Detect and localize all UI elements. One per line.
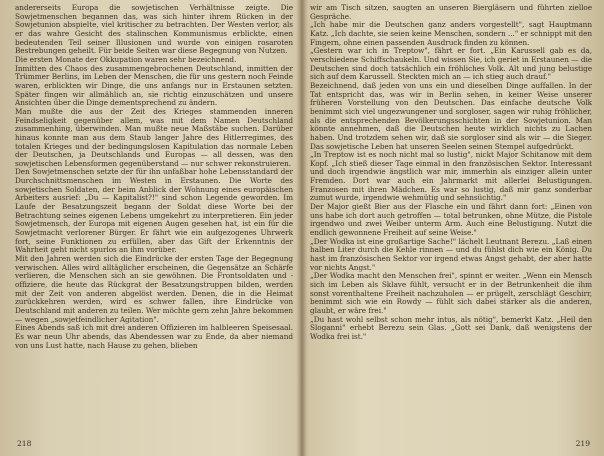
paragraph: „Ich habe mir die Deutschen ganz anders vorgestellt", sagt Hauptmann Katz. „Ich dachte, sie seien keine Menschen, sondern ..." er schnippt mit den Fingern, ohne einen passenden Ausdruck finden zu können. xyxy=(310,20,592,47)
paragraph: „Der Wodka macht den Menschen frei", spinnt er weiter. „Wenn ein Mensch sich im Leben als Sklave fühlt, versucht er in der Betrunkenheit die ihm sonst vorenthaltene Freiheit nachzuholen — er prügelt, zerschlägt Geschirr, benimmt sich wie ein Rowdy — fühlt sich dabei stärker als die anderen, glaubt, er wäre frei." xyxy=(310,271,592,315)
paragraph: „In Treptow ist es noch nicht mal so lustig", nickt Major Schitanow mit dem Kopf. „Ich stieß dieser Tage einmal in den französischen Sektor. Interessant und doch irgendwie ängstlich war mir, immerhin als einziger allein unter Fremden. Dort war auch ein Jahrmarkt mit allerlei Belustigungen. Franzosen mit ihren Mädchen. Es war so lustig, daß mir ganz sonderbar zumut wurde, irgendwie wehmütig und sehnsüchtig." xyxy=(310,150,592,203)
paragraph: Den Sowjetmenschen setzte der für ihn unfaßbar hohe Lebensstandard der Durchschnittsmenschen im Westen in Erstaunen. Die Worte des sowjetischen Soldaten, der beim Anblick der Wohnung eines europäischen Arbeiters ausrief: „Du — Kapitalist?!" sind schon Legende geworden. Im Laufe der Besatzungszeit begann der Soldat diese Worte bei der Betrachtung seines eigenen Lebens umgekehrt zu interpretieren. Ein jeder Sowjetmensch, der Europa mit eigenen Augen gesehen hat, ist ein für die Sowjetmacht verlorener Bürger. Er fährt wie ein aufgezogenes Uhrwerk fort, seine Funktionen zu erfüllen, aber das Gift der Erkenntnis der Wahrheit geht nicht spurlos an ihm vorüber. xyxy=(15,167,293,255)
paragraph: wir am Tisch sitzen, saugten an unseren Biergläsern und führten zielloe Gespräche. xyxy=(310,4,592,21)
paragraph: Der Major gießt Bier aus der Flasche ein und fährt dann fort: „Einen von uns habe ich dort auch getroffen — total betrunken, ohne Mütze, die Pistole irgendwo und zwei Weiber unterm Arm. Auch eine Belustigung. Nutzt die endlich gewonnene Freiheit auf seine Weise." xyxy=(310,202,592,238)
paragraph: „Du hast wohl selbst schon mehr intus, als nötig", bemerkt Katz. „Heil den Sloganni" erhebt Berezu sein Glas. „Gott sei Dank, daß wenigstens der Wodka frei ist." xyxy=(310,314,592,341)
left-page-body xyxy=(15,4,293,436)
right-page xyxy=(310,4,592,452)
book-gutter xyxy=(298,0,306,456)
paragraph: „Gestern war ich in Treptow", fährt er fort. „Ein Karussell gab es da, verschiedene Schiffschaukeln. Und wissen Sie, ich geriet in Erstaunen — die Deutschen sind doch tatsächlich ein fröhliches Volk. Alt und jung belustige sich auf dem Karussell. Steckten mich an — ich stieg auch drauf." xyxy=(310,46,592,82)
paragraph: Bezeichnend, daß jeden von uns ein und dieselben Dinge auffallen. In der Tat entspricht das, was wir in Berlin sehen, in keiner Weise unserer früheren Vorstellung von den Deutschen. Das einfache deutsche Volk benimmt sich viel ungezwungener und sorgloser, sagen wir ruhig fröhlicher, als die entsprechenden Bevölkerungsschichten in der Sowjetunion. Man könnte annehmen, daß die Deutschen heute wirklich nichts zu Lachen haben. Und trotzdem sehen wir, daß sie sorgloser sind als wir — die Sieger. Das sowjetische Leben hat unseren Seelen seinen Stempel aufgedrückt. xyxy=(310,80,592,151)
paragraph: Mit den Jahren werden sich die Eindrücke der ersten Tage der Begegnung verwischen. Alles wird alltäglicher erscheinen, die Gegensätze an Schärfe verlieren, die Menschen sich an sie gewöhnen. Die Frontsoldaten und -offiziere, die heute das Rückgrat der Besatzungstruppen bilden, werden mit der Zeit von anderen abgelöst werden. Denen, die in die Heimat zurückkehren werden, wird es schwer fallen, ihre Eindrücke von Deutschland mit anderen zu teilen. Wer möchte gern zehn Jahre bekommen — wegen „sowjetfeindlicher Agitation". xyxy=(15,254,293,324)
left-page xyxy=(15,4,293,452)
paragraph: Eines Abends saß ich mit drei anderen Offizieren im halbleeren Speisesaal. Es war neun Uhr abends, das Abendessen war zu Ende, da aber niemand von uns Lust hatte, nach Hause zu gehen, blieben xyxy=(15,323,293,350)
paragraph: „Der Wodka ist eine großartige Sache!" lächelt Leutnant Berezu. „Laß einen halben Liter durch die Kehle rinnen — und du fühlst dich wie ein König. Du hast im französischen Sektor vor irgend etwas Angst gehabt, der aber hatte vor nichts Angst." xyxy=(310,236,592,272)
page-number: 219 xyxy=(575,439,590,449)
paragraph: Inmitten des Chaos des zusammengebrochenen Deutschland, inmitten der Trümmer Berlins, im Leben der Menschen, die für uns gestern noch Feinde waren, erblickten wir Dinge, die uns anfangs nur in Erstaunen setzten. Später fingen wir allmählich an, sie richtig einzuschätzen und unsere Ansichten über die Dinge dementsprechend zu ändern. xyxy=(15,63,293,108)
paragraph: andererseits Europa die sowjetischen Verhältnisse zeigte. Die Sowjetmenschen begannen das, was sich hinter ihrem Rücken in der Sowjetunion abspielte, viel kritischer zu betrachten. Der Westen verlor, als er das wahre Gesicht des stalinschen Kommunismus erblickte, einen bedeutenden Teil seiner Illusionen und wurde von einigen rosaroten Bestrebungen geheilt. Für beide Seiten war diese Begegnung von Nutzen. xyxy=(15,4,293,56)
page-number: 218 xyxy=(17,439,32,449)
paragraph: Die ersten Monate der Okkupation waren sehr bezeichnend. xyxy=(15,54,237,64)
paragraph: Man mußte die aus der Zeit des Krieges stammenden inneren Feindseligkeit gegenüber allem, was mit dem Namen Deutschland zusammenhing, überwinden. Man mußte neue Maßstäbe suchen. Darüber hinaus konnte man aus dem Staub langer Jahre des Hitlerregimes, des totalen Krieges und der bedingungslosen Kapitulation das normale Leben der Deutschen, ja Deutschlands und Europas — all dessen, was den sowjetischen Lebensformen gegenüberstand — nur schwer rekonstruieren. xyxy=(15,106,293,168)
right-page-body xyxy=(310,4,592,436)
